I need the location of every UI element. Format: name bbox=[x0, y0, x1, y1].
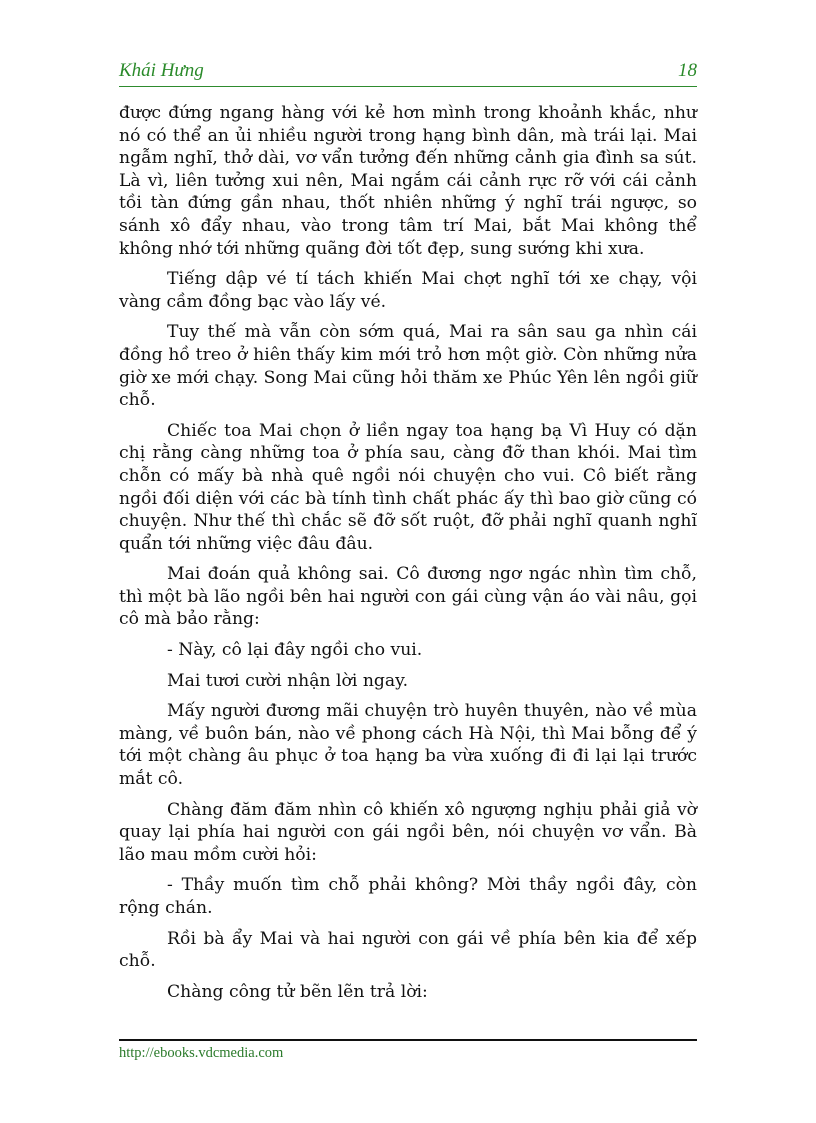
paragraph: Chàng đăm đăm nhìn cô khiến xô ngượng nghịu phải giả vờ quay lại phía hai người con gái ngồi bên, nói chuyện vơ vẩn. Bà lão mau mồm cười hỏi: bbox=[119, 799, 697, 865]
dialogue-line: - Này, cô lại đây ngồi cho vui. bbox=[167, 640, 423, 661]
page-number: 18 bbox=[678, 60, 697, 81]
paragraph: Mai đoán quả không sai. Cô đương ngơ ngác nhìn tìm chỗ, thì một bà lão ngồi bên hai người con gái cùng vận áo vài nâu, gọi cô mà bảo rằng: bbox=[119, 564, 697, 630]
paragraph: Tiếng dập vé tí tách khiến Mai chợt nghĩ tới xe chạy, vội vàng cầm đồng bạc vào lấy vé. bbox=[119, 269, 697, 312]
paragraph: được đứng ngang hàng với kẻ hơn mình trong khoảnh khắc, như nó có thể an ủi nhiều người trong hạng bình dân, mà trái lại. Mai ngẫm nghĩ, thở dài, vơ vẩn tưởng đến những cảnh gia đình sa sút. Là vì, liên tưởng xui nên, Mai ngắm cái cảnh rực rỡ với cái cảnh tồi tàn đứng gần nhau, thốt nhiên những ý nghĩ trái ngược, so sánh xô đẩy nhau, vào trong tâm trí Mai, bắt Mai không thể không nhớ tới những quãng đời tốt đẹp, sung sướng khi xưa. bbox=[119, 103, 697, 259]
paragraph: Rồi bà ẩy Mai và hai người con gái về phía bên kia để xếp chỗ. bbox=[119, 928, 697, 972]
paragraph: Chiếc toa Mai chọn ở liền ngay toa hạng bạ Vì Huy có dặn chị rằng càng những toa ở phía sau, càng đỡ than khói. Mai tìm chỗn có mấy bà nhà quê ngồi nói chuyện cho vui. Cô biết rằng ngồi đối diện với các bà tính tình chất phác ấy thì bao giờ cũng có chuyện. Như thế thì chắc sẽ đỡ sốt ruột, đỡ phải nghĩ quanh nghĩ quẩn tới những việc đâu đâu. bbox=[119, 420, 697, 554]
paragraph: Mai tươi cười nhận lời ngay. bbox=[167, 670, 409, 691]
paragraph: Chàng công tử bẽn lẽn trả lời: bbox=[167, 981, 428, 1002]
footer-divider bbox=[119, 1039, 697, 1041]
author-name: Khái Hưng bbox=[119, 60, 204, 81]
dialogue-line: - Thầy muốn tìm chỗ phải không? Mời thầy ngồi đây, còn rộng chán. bbox=[119, 875, 697, 918]
page-header bbox=[119, 60, 697, 87]
body-text bbox=[119, 102, 697, 1011]
paragraph: Mấy người đương mãi chuyện trò huyên thuyên, nào về mùa màng, về buôn bán, nào về phong cách Hà Nội, thì Mai bỗng để ý tới một chàng âu phục ở toa hạng ba vừa xuống đi đi lại lại trước mắt cô. bbox=[119, 701, 697, 790]
footer-url[interactable]: http://ebooks.vdcmedia.com bbox=[119, 1045, 284, 1061]
paragraph: Tuy thế mà vẫn còn sớm quá, Mai ra sân sau ga nhìn cái đồng hồ treo ở hiên thấy kim mới trỏ hơn một giờ. Còn những nửa giờ xe mới chạy. Song Mai cũng hỏi thăm xe Phúc Yên lên ngồi giữ chỗ. bbox=[119, 322, 697, 411]
